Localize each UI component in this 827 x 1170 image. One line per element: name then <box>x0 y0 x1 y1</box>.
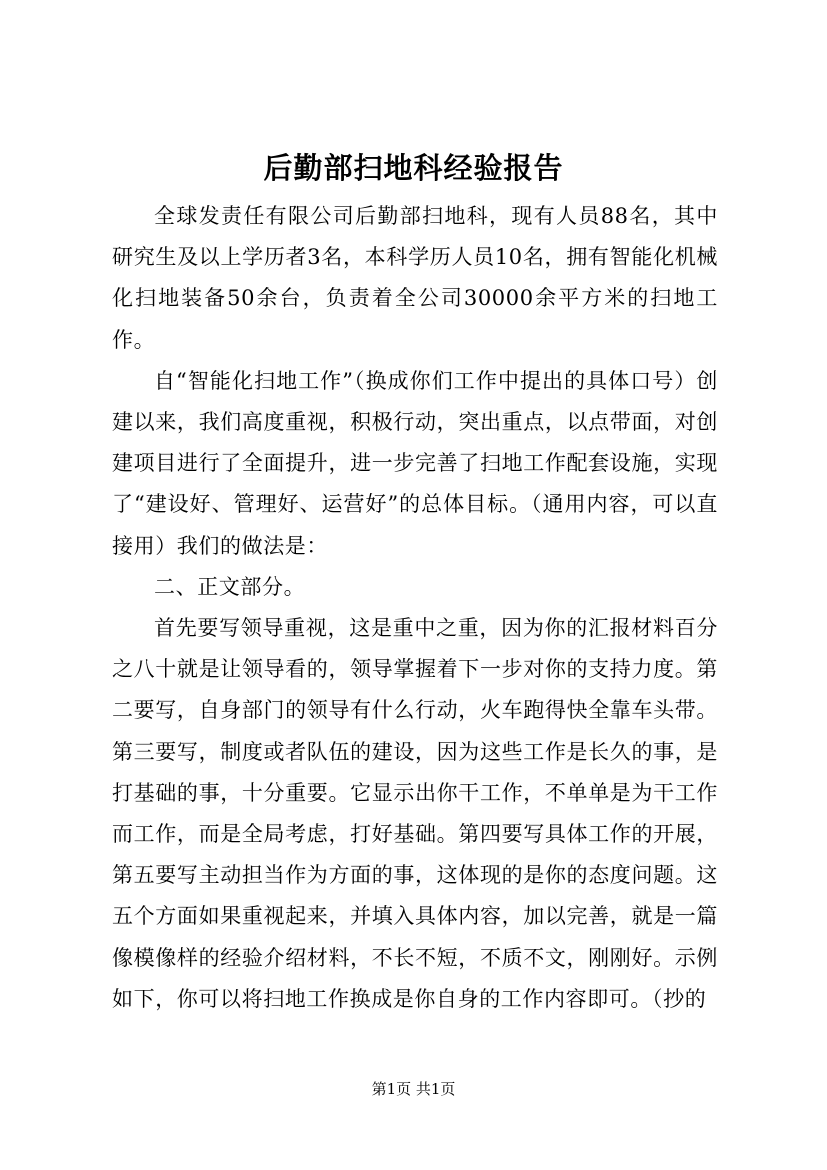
paragraph-section-heading: 二、正文部分。 <box>154 574 306 599</box>
paragraph-intro: 全球发责任有限公司后勤部扫地科，现有人员88名，其中研究生及以上学历者3名，本科学历人员10名，拥有智能化机械化扫地装备50余台，负责着全公司30000余平方米的扫地工作。 <box>112 204 718 352</box>
document-title: 后勤部扫地科经验报告 <box>263 151 564 185</box>
document-body <box>112 196 718 1020</box>
paragraph-creation: 自“智能化扫地工作”（换成你们工作中提出的具体口号）创建以来，我们高度重视，积极行动，突出重点，以点带面，对创建项目进行了全面提升，进一步完善了扫地工作配套设施，实现了“建设好、管理好、运营好”的总体目标。（通用内容，可以直接用）我们的做法是： <box>112 368 718 558</box>
paragraph-main-text: 首先要写领导重视，这是重中之重，因为你的汇报材料百分之八十就是让领导看的，领导掌握着下一步对你的支持力度。第二要写，自身部门的领导有什么行动，火车跑得快全靠车头带。第三要写，制度或者队伍的建设，因为这些工作是长久的事，是打基础的事，十分重要。它显示出你干工作，不单单是为干工作而工作，而是全局考虑，打好基础。第四要写具体工作的开展，第五要写主动担当作为方面的事，这体现的是你的态度问题。这五个方面如果重视起来，并填入具体内容，加以完善，就是一篇像模像样的经验介绍材料，不长不短，不质不文，刚刚好。示例如下，你可以将扫地工作换成是你自身的工作内容即可。（抄的 <box>112 616 718 1011</box>
page-footer: 第1页 共1页 <box>371 1080 456 1098</box>
